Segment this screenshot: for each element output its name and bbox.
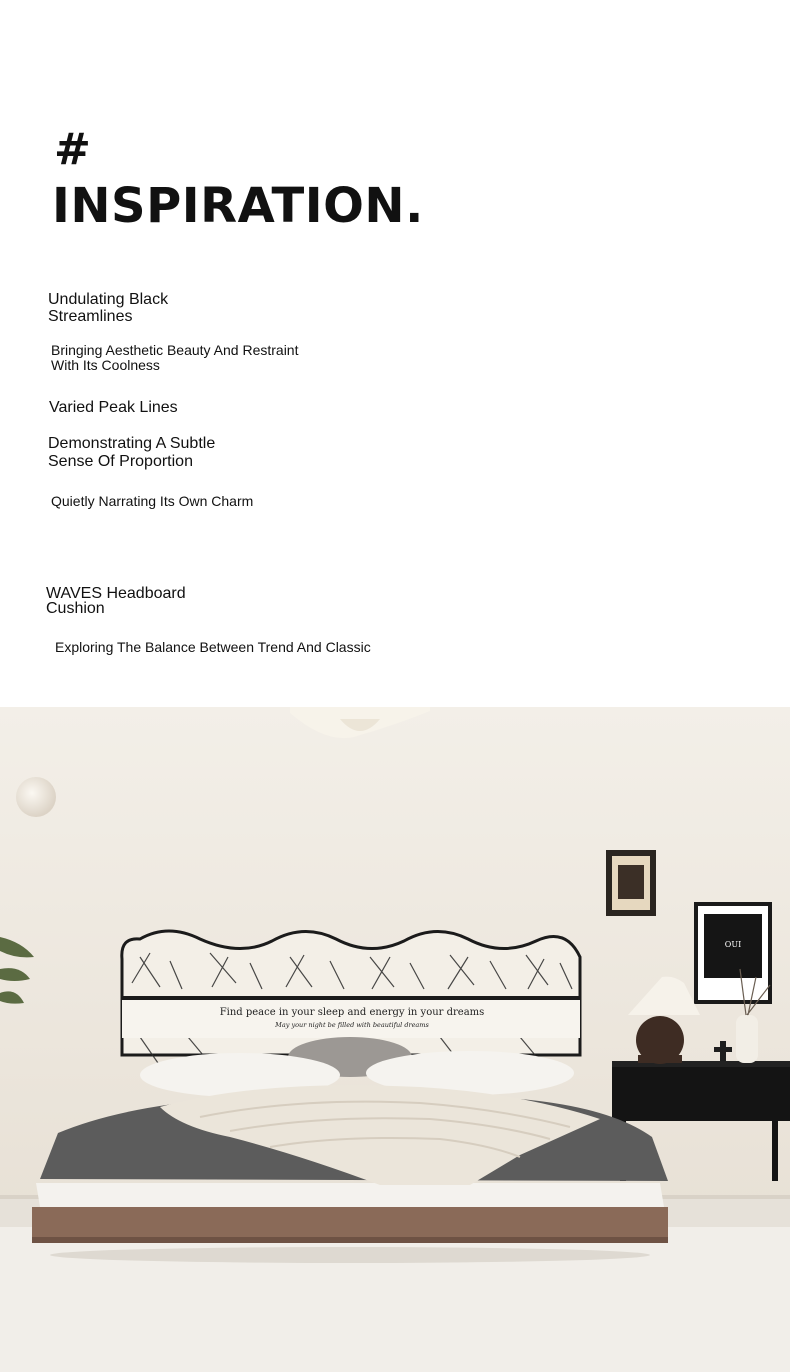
- headboard-line2: May your night be filled with beautiful dreams: [275, 1021, 429, 1029]
- feature-title-peak-lines: Varied Peak Lines: [49, 399, 178, 416]
- feature-title-waves-headboard: WAVES Headboard Cushion: [46, 585, 186, 617]
- feature-desc-charm: Quietly Narrating Its Own Charm: [51, 493, 254, 509]
- page-title: INSPIRATION.: [52, 178, 424, 234]
- frame-text: OUI: [724, 940, 742, 949]
- vase: [736, 1015, 758, 1063]
- bedroom-photo: [0, 707, 790, 1372]
- mattress: [36, 1183, 664, 1207]
- headboard-text-strip: [122, 1000, 580, 1038]
- hash-symbol: #: [54, 124, 91, 175]
- feature-desc-streamlines: Bringing Aesthetic Beauty And Restraint With Its Coolness: [51, 342, 299, 373]
- wall-sphere-lamp: [16, 777, 56, 817]
- headboard-line1: Find peace in your sleep and energy in your dreams: [219, 1007, 485, 1018]
- feature-desc-balance: Exploring The Balance Between Trend And Classic: [55, 639, 371, 655]
- feature-title-streamlines: Undulating Black Streamlines: [48, 291, 169, 325]
- feature-title-proportion: Demonstrating A Subtle Sense Of Proportion: [48, 435, 216, 470]
- sideboard: [612, 1061, 790, 1121]
